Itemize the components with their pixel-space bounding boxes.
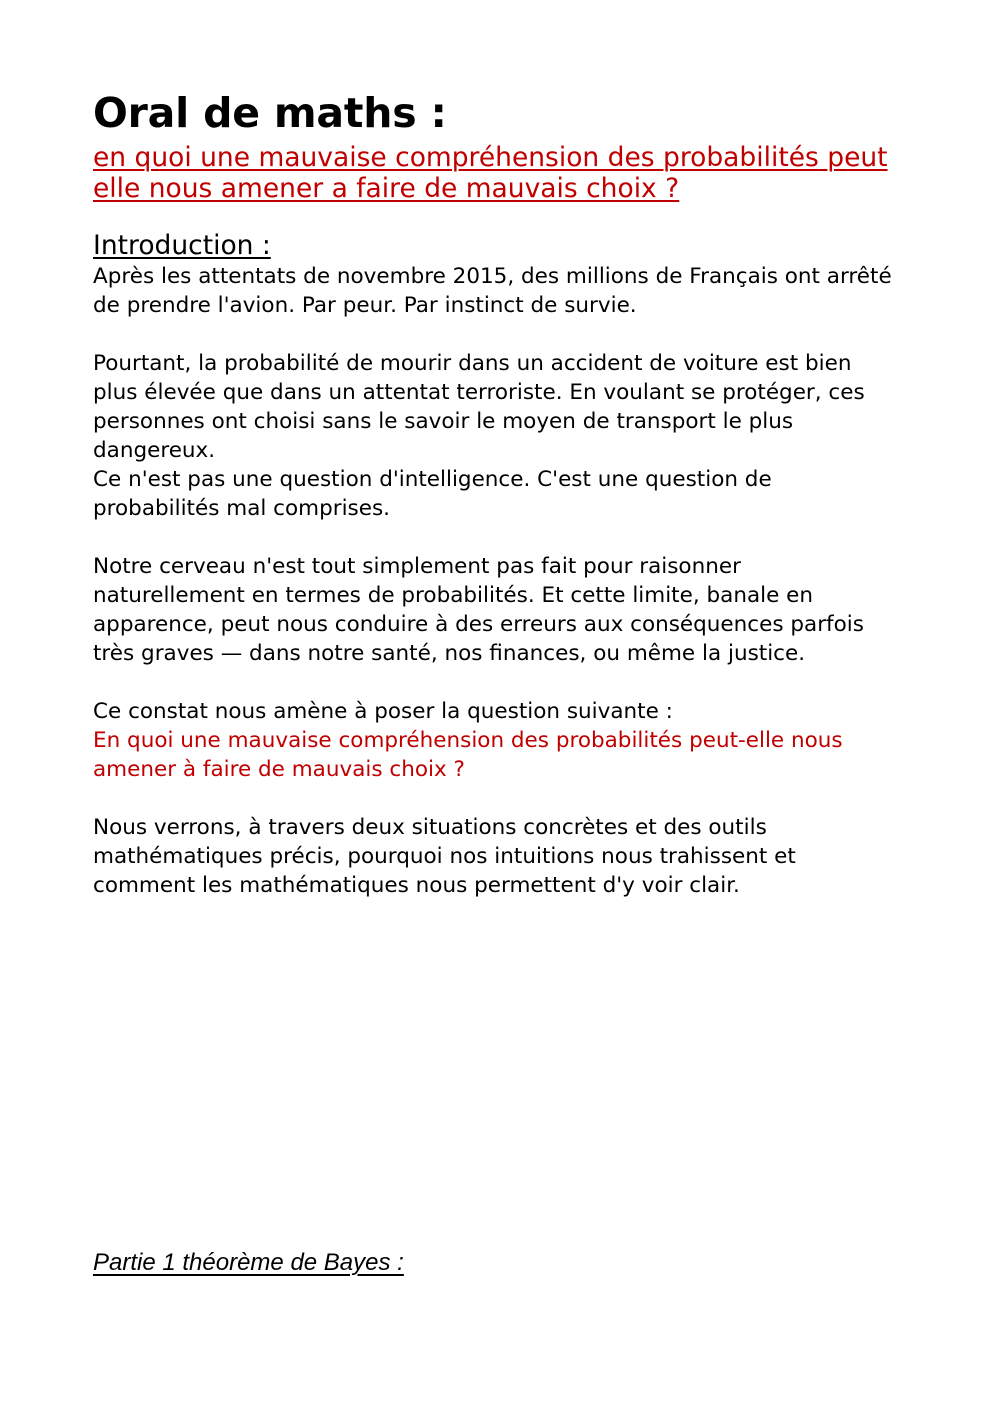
introduction-section xyxy=(93,204,898,900)
introduction-paragraph-3: Ce n'est pas une question d'intelligence. C'est une question de probabilités mal comprises. xyxy=(93,467,772,521)
page-title: Oral de maths : xyxy=(93,89,447,137)
introduction-paragraph-6: Nous verrons, à travers deux situations concrètes et des outils mathématiques précis, pourquoi nos intuitions nous trahissent et comment les mathématiques nous permettent d'y voir clair. xyxy=(93,815,796,898)
research-question: En quoi une mauvaise compréhension des probabilités peut-elle nous amener à faire de mauvais choix ? xyxy=(93,728,843,782)
introduction-paragraph-1: Après les attentats de novembre 2015, des millions de Français ont arrêté de prendre l'avion. Par peur. Par instinct de survie. xyxy=(93,264,892,318)
document-content xyxy=(93,88,898,900)
introduction-paragraph-2: Pourtant, la probabilité de mourir dans un accident de voiture est bien plus élevée que dans un attentat terroriste. En voulant se protéger, ces personnes ont choisi sans le savoir le moyen de transport le plus dangereux. xyxy=(93,351,865,463)
introduction-paragraph-4: Notre cerveau n'est tout simplement pas fait pour raisonner naturellement en termes de probabilités. Et cette limite, banale en apparence, peut nous conduire à des erreurs aux conséquences parfois très graves — dans notre santé, nos finances, ou même la justice. xyxy=(93,554,864,666)
partie-1-heading: Partie 1 théorème de Bayes : xyxy=(93,1249,404,1276)
subtitle-line-2: elle nous amener a faire de mauvais choix ? xyxy=(93,173,680,204)
document-subtitle xyxy=(93,142,893,204)
introduction-paragraph-5: Ce constat nous amène à poser la question suivante : xyxy=(93,699,673,724)
subtitle-line-1: en quoi une mauvaise compréhension des probabilités peut xyxy=(93,142,888,173)
introduction-heading: Introduction : xyxy=(93,230,271,261)
